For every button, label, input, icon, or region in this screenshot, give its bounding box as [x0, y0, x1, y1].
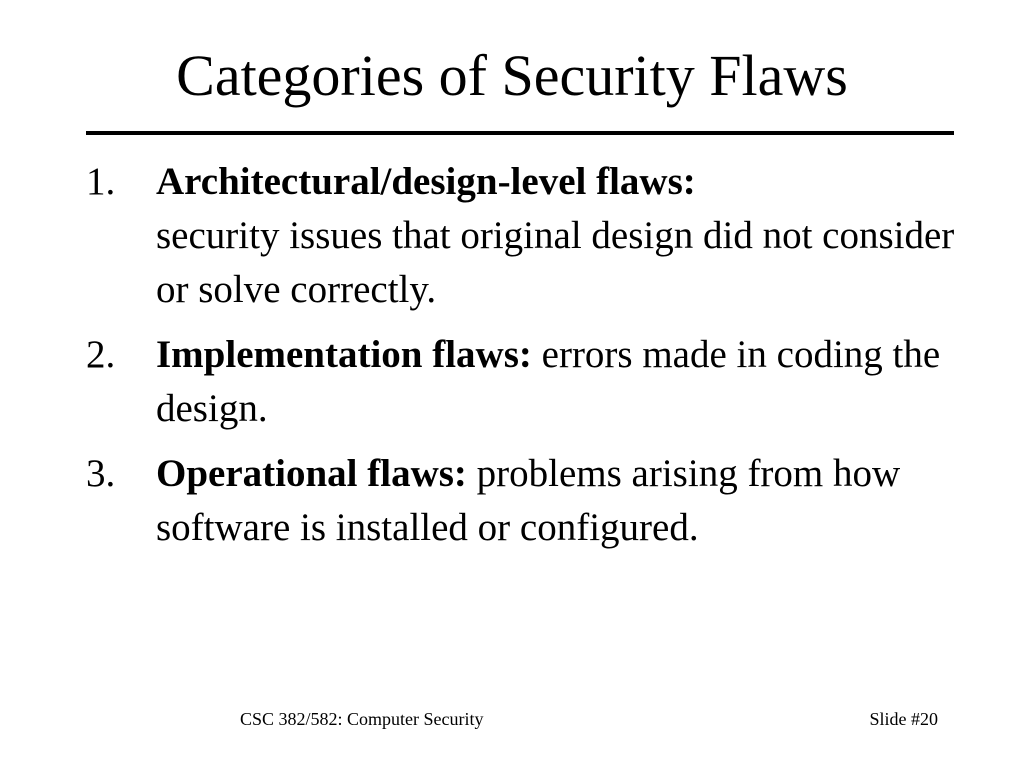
list-item-operational [86, 447, 966, 555]
item-number: 1. [86, 160, 116, 203]
item-heading: Operational flaws: [156, 452, 467, 495]
slide-title: Categories of Security Flaws [176, 43, 848, 108]
item-heading: Implementation flaws: [156, 333, 532, 376]
list-item-implementation [86, 328, 966, 436]
title-divider [86, 131, 954, 135]
item-text: security issues that original design did not consider or solve correctly. [156, 214, 955, 311]
item-number: 3. [86, 452, 116, 495]
footer-course-title: CSC 382/582: Computer Security [240, 709, 484, 729]
item-text: problems arising from how software is installed or configured. [156, 452, 901, 549]
flaw-category-list [86, 155, 966, 566]
footer-slide-number: Slide #20 [869, 709, 938, 729]
item-heading: Architectural/design-level flaws: [156, 160, 696, 203]
item-number: 2. [86, 333, 116, 376]
item-text: errors made in coding the design. [156, 333, 941, 430]
list-item-architectural [86, 155, 966, 317]
